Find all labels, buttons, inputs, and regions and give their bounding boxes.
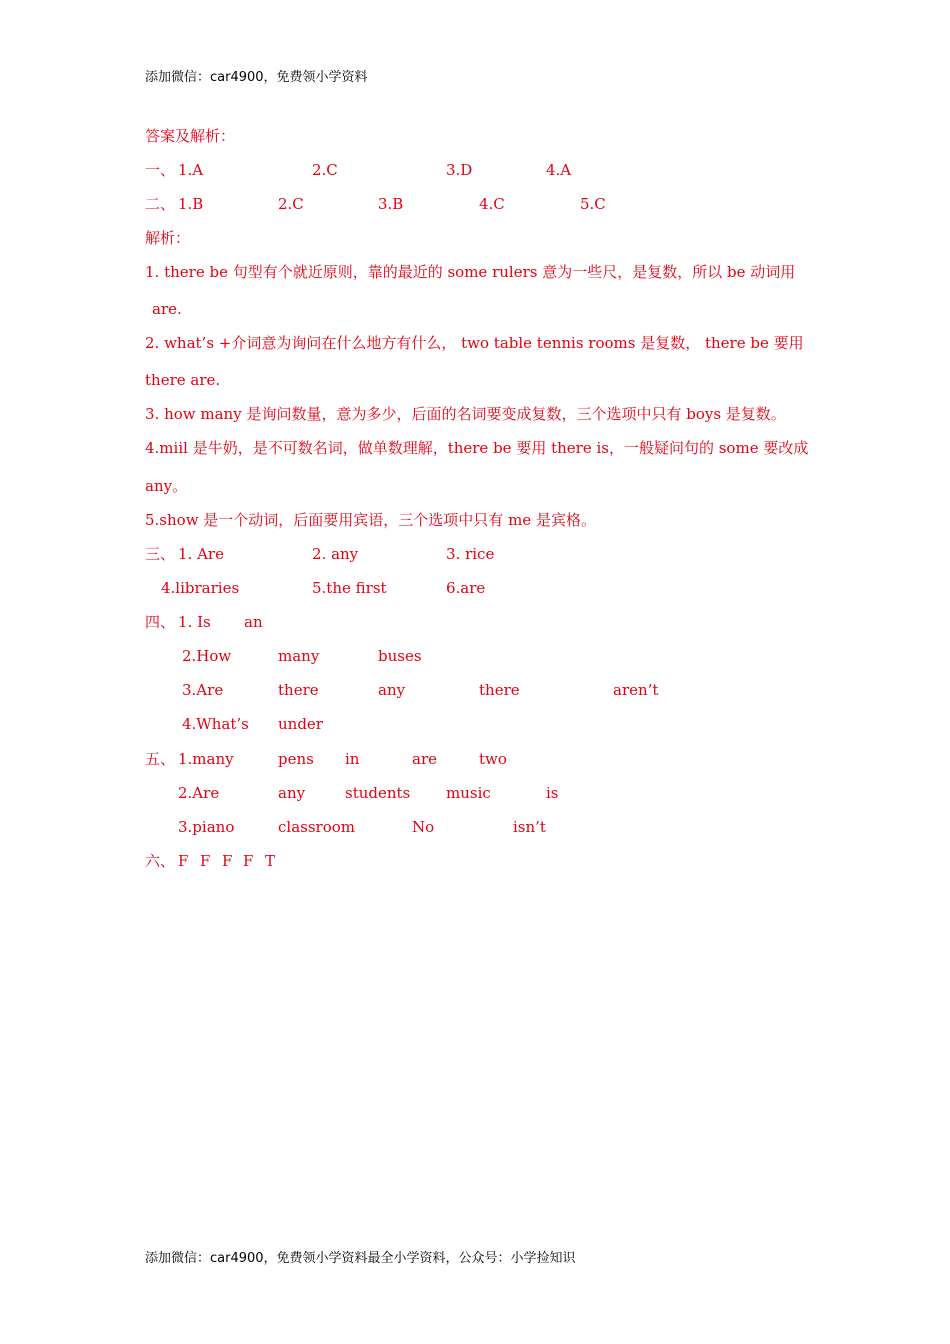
s2-answer: 3.B <box>378 195 404 213</box>
s6-answer: F <box>200 852 211 870</box>
s4-answer: 1. Is <box>178 613 211 631</box>
analysis-line: 5.show 是一个动词，后面要用宾语，三个选项中只有 me 是宾格。 <box>145 511 596 529</box>
s3-answer: 5.the first <box>312 579 387 597</box>
page-header: 添加微信：car4900，免费领小学资料 <box>145 70 368 85</box>
s4-answer: many <box>278 647 320 665</box>
s5-answer: pens <box>278 750 314 768</box>
s1-answer: 4.A <box>546 161 572 179</box>
s1-answer: 1.A <box>178 161 204 179</box>
s4-answer: 3.Are <box>182 681 224 699</box>
s3-answer: 6.are <box>446 579 486 597</box>
s2-answer: 5.C <box>580 195 606 213</box>
s6-answer: F <box>243 852 254 870</box>
s5-answer: 2.Are <box>178 784 220 802</box>
page-footer: 添加微信：car4900，免费领小学资料最全小学资料，公众号：小学捡知识 <box>145 1251 576 1266</box>
s2-answer: 4.C <box>479 195 505 213</box>
s6-answer: F <box>178 852 189 870</box>
s3-answer: 4.libraries <box>161 579 240 597</box>
s1-answer: 2.C <box>312 161 338 179</box>
s4-answer: 4.What’s <box>182 715 249 733</box>
section-2-label: 二、 <box>145 195 176 213</box>
s6-answer: T <box>265 852 276 870</box>
section-5-label: 五、 <box>145 750 176 768</box>
section-4-label: 四、 <box>145 613 176 631</box>
analysis-line: there are. <box>145 371 221 389</box>
s3-answer: 2. any <box>312 545 359 563</box>
s4-answer: aren’t <box>613 681 659 699</box>
s1-answer: 3.D <box>446 161 473 179</box>
s4-answer: there <box>278 681 319 699</box>
s2-answer: 1.B <box>178 195 204 213</box>
s5-answer: isn’t <box>513 818 546 836</box>
s6-answer: F <box>222 852 233 870</box>
s3-answer: 3. rice <box>446 545 495 563</box>
s4-answer: any <box>378 681 406 699</box>
s4-answer: an <box>244 613 263 631</box>
answer-title: 答案及解析： <box>145 127 236 145</box>
s4-answer: there <box>479 681 520 699</box>
analysis-title: 解析： <box>145 229 191 247</box>
s5-answer: 1.many <box>178 750 234 768</box>
s5-answer: students <box>345 784 411 802</box>
section-3-label: 三、 <box>145 545 176 563</box>
s4-answer: 2.How <box>182 647 232 665</box>
analysis-line: 4.miil 是牛奶，是不可数名词，做单数理解，there be 要用 there is，一般疑问句的 some 要改成 <box>145 439 809 457</box>
analysis-line: 2. what’s +介词意为询问在什么地方有什么， two table tennis rooms 是复数， there be 要用 <box>145 334 804 352</box>
analysis-line: any。 <box>145 477 188 495</box>
analysis-line: 1. there be 句型有个就近原则，靠的最近的 some rulers 意为一些尺，是复数，所以 be 动词用 <box>145 263 796 281</box>
s5-answer: 3.piano <box>178 818 235 836</box>
s4-answer: buses <box>378 647 422 665</box>
s5-answer: music <box>446 784 491 802</box>
s5-answer: classroom <box>278 818 355 836</box>
s5-answer: is <box>546 784 559 802</box>
s5-answer: are <box>412 750 437 768</box>
s5-answer: two <box>479 750 507 768</box>
section-1-label: 一、 <box>145 161 176 179</box>
section-6-label: 六、 <box>145 852 176 870</box>
s4-answer: under <box>278 715 323 733</box>
s3-answer: 1. Are <box>178 545 224 563</box>
analysis-line: are. <box>152 300 182 318</box>
s2-answer: 2.C <box>278 195 304 213</box>
s5-answer: in <box>345 750 360 768</box>
s5-answer: No <box>412 818 435 836</box>
s5-answer: any <box>278 784 306 802</box>
analysis-line: 3. how many 是询问数量，意为多少，后面的名词要变成复数，三个选项中只有 boys 是复数。 <box>145 405 786 423</box>
